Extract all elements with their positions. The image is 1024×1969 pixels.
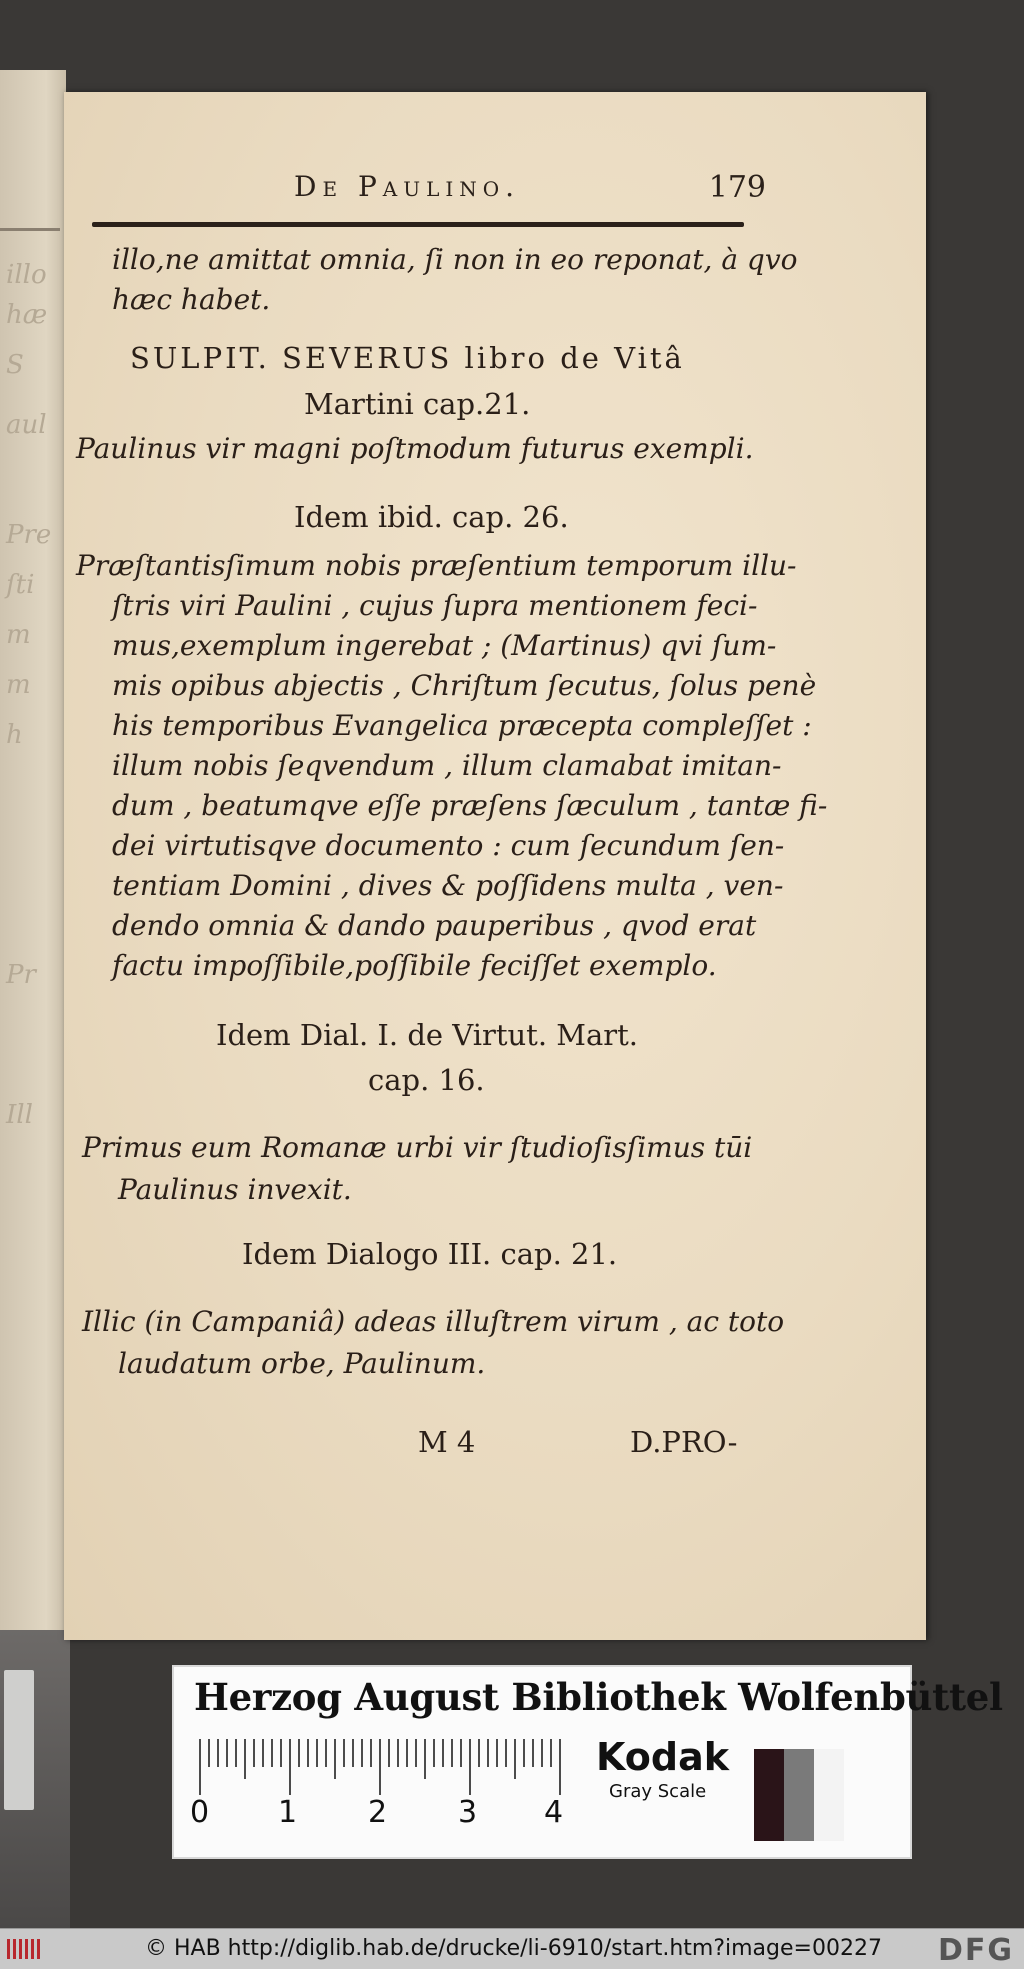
text-line: mus,exemplum ingerebat ; (Martinus) qvi ſum- — [112, 629, 777, 662]
adjacent-page-bleed: S — [6, 350, 24, 380]
adjacent-page-bleed: m — [6, 620, 31, 650]
text-line: mis opibus abjectis , Chriſtum ſecutus, ſolus penè — [112, 669, 817, 702]
adjacent-page-bleed: ſti — [6, 570, 35, 600]
gray-swatch-dark — [754, 1749, 784, 1841]
text-line: Paulinus invexit. — [118, 1173, 352, 1206]
text-line: tentiam Domini , dives & poſſidens multa , ven- — [112, 869, 784, 902]
text-line: Præſtantisſimum nobis præſentium temporum illu- — [76, 549, 797, 582]
adjacent-page-bleed: Ill — [6, 1100, 33, 1130]
text-line: his temporibus Evangelica præcepta compleſſet : — [112, 709, 812, 742]
adjacent-page-bleed: illo — [6, 260, 47, 290]
viewer-footer — [0, 1928, 1024, 1969]
citation-heading: Martini cap.21. — [304, 387, 531, 421]
adjacent-page-bleed: Pre — [6, 520, 52, 550]
text-line: dei virtutisqve documento : cum ſecundum ſen- — [112, 829, 785, 862]
text-line: Primus eum Romanæ urbi vir ſtudioſisſimus tūi — [82, 1131, 753, 1164]
page-header — [294, 170, 766, 214]
running-title: De Paulino. — [294, 170, 521, 203]
catchword: D.PRO- — [630, 1425, 738, 1459]
library-name: Herzog August Bibliothek Wolfenbüttel — [194, 1675, 1003, 1719]
citation-heading: Idem Dialogo III. cap. 21. — [242, 1237, 618, 1271]
library-color-card — [172, 1665, 1003, 1859]
adjacent-page-bleed: Pr — [6, 960, 36, 990]
ruler-number: 1 — [278, 1795, 298, 1830]
text-line: Illic (in Campaniâ) adeas illuſtrem virum , ac toto — [82, 1305, 785, 1338]
text-line: laudatum orbe, Paulinum. — [118, 1347, 486, 1380]
citation-heading: cap. 16. — [368, 1063, 485, 1097]
text-line: dendo omnia & dando pauperibus , qvod erat — [112, 909, 757, 942]
ruler-number: 4 — [544, 1795, 564, 1830]
text-line: Paulinus vir magni poſtmodum futurus exempli. — [76, 432, 754, 465]
text-line: dum , beatumqve eſſe præſens ſæculum , tantæ fi- — [112, 789, 828, 822]
adjacent-page-bleed: hæ — [6, 300, 48, 330]
adjacent-page-bleed: m — [6, 670, 31, 700]
citation-heading: Idem ibid. cap. 26. — [294, 500, 569, 534]
adjacent-page-bleed: h — [6, 720, 23, 750]
adjacent-page-bleed: aul — [6, 410, 47, 440]
page-number: 179 — [708, 170, 766, 205]
ruler-number: 0 — [190, 1795, 210, 1830]
adjacent-color-tag — [4, 1670, 34, 1810]
hab-logo-icon — [6, 1937, 46, 1961]
dfg-logo: DFG — [937, 1933, 1014, 1968]
signature-mark: M 4 — [418, 1425, 476, 1459]
citation-heading: SULPIT. SEVERUS libro de Vitâ — [130, 341, 685, 375]
ruler-number: 2 — [368, 1795, 388, 1830]
book-page — [64, 92, 926, 1640]
scale-ruler — [196, 1739, 576, 1799]
adjacent-page-rule — [0, 228, 60, 231]
text-line: factu impoſſibile,poſſibile feciſſet exemplo. — [112, 949, 717, 982]
text-line: illum nobis ſeqvendum , illum clamabat imitan- — [112, 749, 782, 782]
gray-scale-label: Gray Scale — [609, 1781, 707, 1802]
scanner-frame-edge — [0, 1630, 70, 1930]
source-url[interactable]: © HAB http://diglib.hab.de/drucke/li-6910/start.htm?image=00227 — [145, 1936, 882, 1961]
adjacent-page-edge — [0, 70, 66, 1630]
kodak-logo: Kodak — [596, 1735, 729, 1779]
gray-swatch-light — [814, 1749, 844, 1841]
text-line: ſtris viri Paulini , cujus ſupra mentionem feci- — [112, 589, 758, 622]
gray-swatch-mid — [784, 1749, 814, 1841]
text-line: hæc habet. — [112, 283, 271, 316]
citation-heading: Idem Dial. I. de Virtut. Mart. — [216, 1018, 638, 1052]
ruler-number: 3 — [458, 1795, 478, 1830]
text-line: illo,ne amittat omnia, ſi non in eo reponat, à qvo — [112, 243, 798, 276]
header-rule — [92, 222, 744, 227]
